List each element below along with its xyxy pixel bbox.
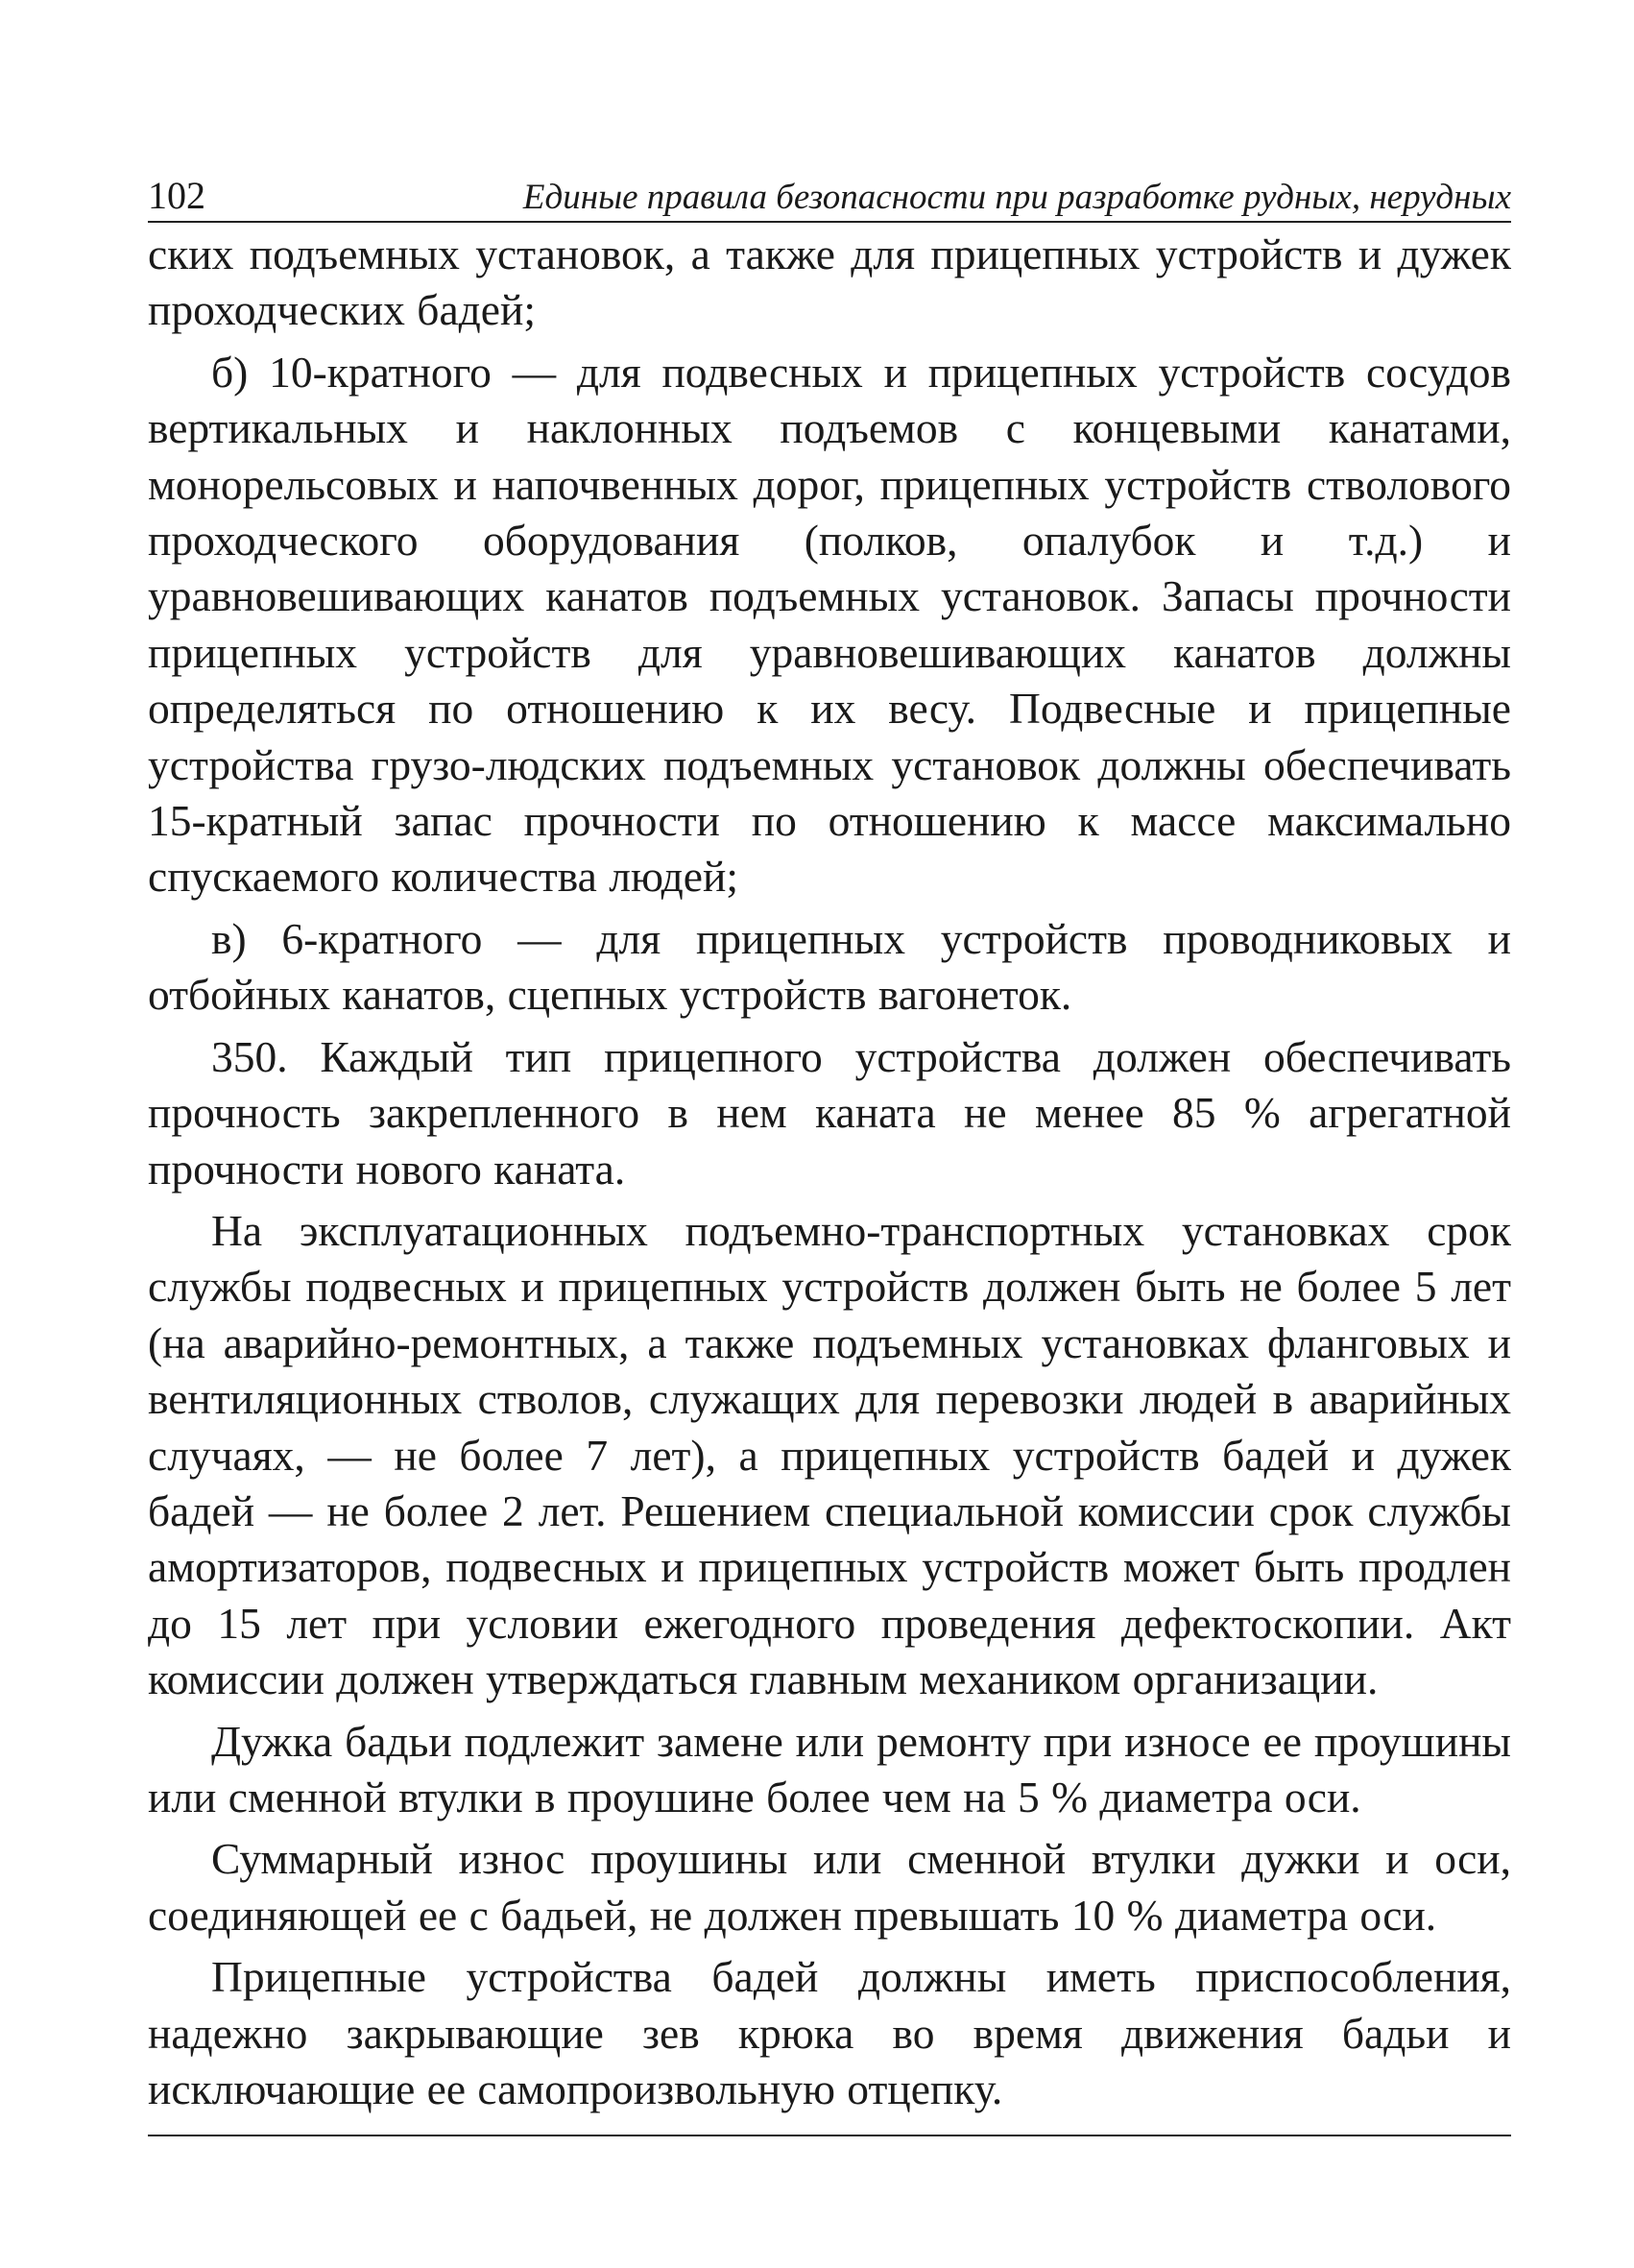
paragraph-item-v: в) 6-кратного — для прицепных устройств проводниковых и отбойных канатов, сцепных устройств вагонеток. xyxy=(148,913,1511,1020)
paragraph-item-b: б) 10-кратного — для подвесных и прицепных устройств сосудов вертикальных и наклонных подъемов с концевыми канатами, монорельсовых и напочвенных дорог, прицепных устройств стволового проходческого оборудования (полков, опалубок и т.д.) и уравновешивающих канатов подъемных установок. Запасы прочности прицепных устройств для уравновешивающих канатов должны определяться по отношению к их весу. Подвесные и прицепные устройства грузо-людских подъемных установок должны обеспечивать 15-кратный запас прочности по отношению к массе максимально спускаемого количества людей; xyxy=(148,347,1511,902)
paragraph-service-life: На эксплуатационных подъемно-транспортных установках срок службы подвесных и прицепных устройств должен быть не более 5 лет (на аварийно-ремонтных, а также подъемных установках фланговых и вентиляционных стволов, служащих для перевозки людей в аварийных случаях, — не более 7 лет), а прицепных устройств бадей и дужек бадей — не более 2 лет. Решением специальной комиссии срок службы амортизаторов, подвесных и прицепных устройств может быть продлен до 15 лет при условии ежегодного проведения дефектоскопии. Акт комиссии должен утверждаться главным механиком организации. xyxy=(148,1205,1511,1704)
body-text xyxy=(148,227,1511,2117)
page-number: 102 xyxy=(148,174,205,217)
bottom-rule xyxy=(148,2135,1511,2136)
running-header xyxy=(148,163,1511,223)
paragraph-clause-350: 350. Каждый тип прицепного устройства должен обеспечивать прочность закрепленного в нем каната не менее 85 % агрегатной прочности нового каната. xyxy=(148,1031,1511,1194)
running-title: Единые правила безопасности при разработке рудных, нерудных xyxy=(522,178,1511,217)
paragraph-hook-latch: Прицепные устройства бадей должны иметь приспособления, надежно закрывающие зев крюка во время движения бадьи и исключающие ее самопроизвольную отцепку. xyxy=(148,1952,1511,2113)
book-page xyxy=(148,163,1511,2136)
paragraph-total-wear: Суммарный износ проушины или сменной втулки дужки и оси, соединяющей ее с бадьей, не должен превышать 10 % диаметра оси. xyxy=(148,1834,1511,1940)
paragraph-continuation: ских подъемных установок, а также для прицепных устройств и дужек проходческих бадей; xyxy=(148,229,1511,335)
paragraph-bail-replacement: Дужка бадьи подлежит замене или ремонту при износе ее проушины или сменной втулки в проушине более чем на 5 % диаметра оси. xyxy=(148,1716,1511,1822)
